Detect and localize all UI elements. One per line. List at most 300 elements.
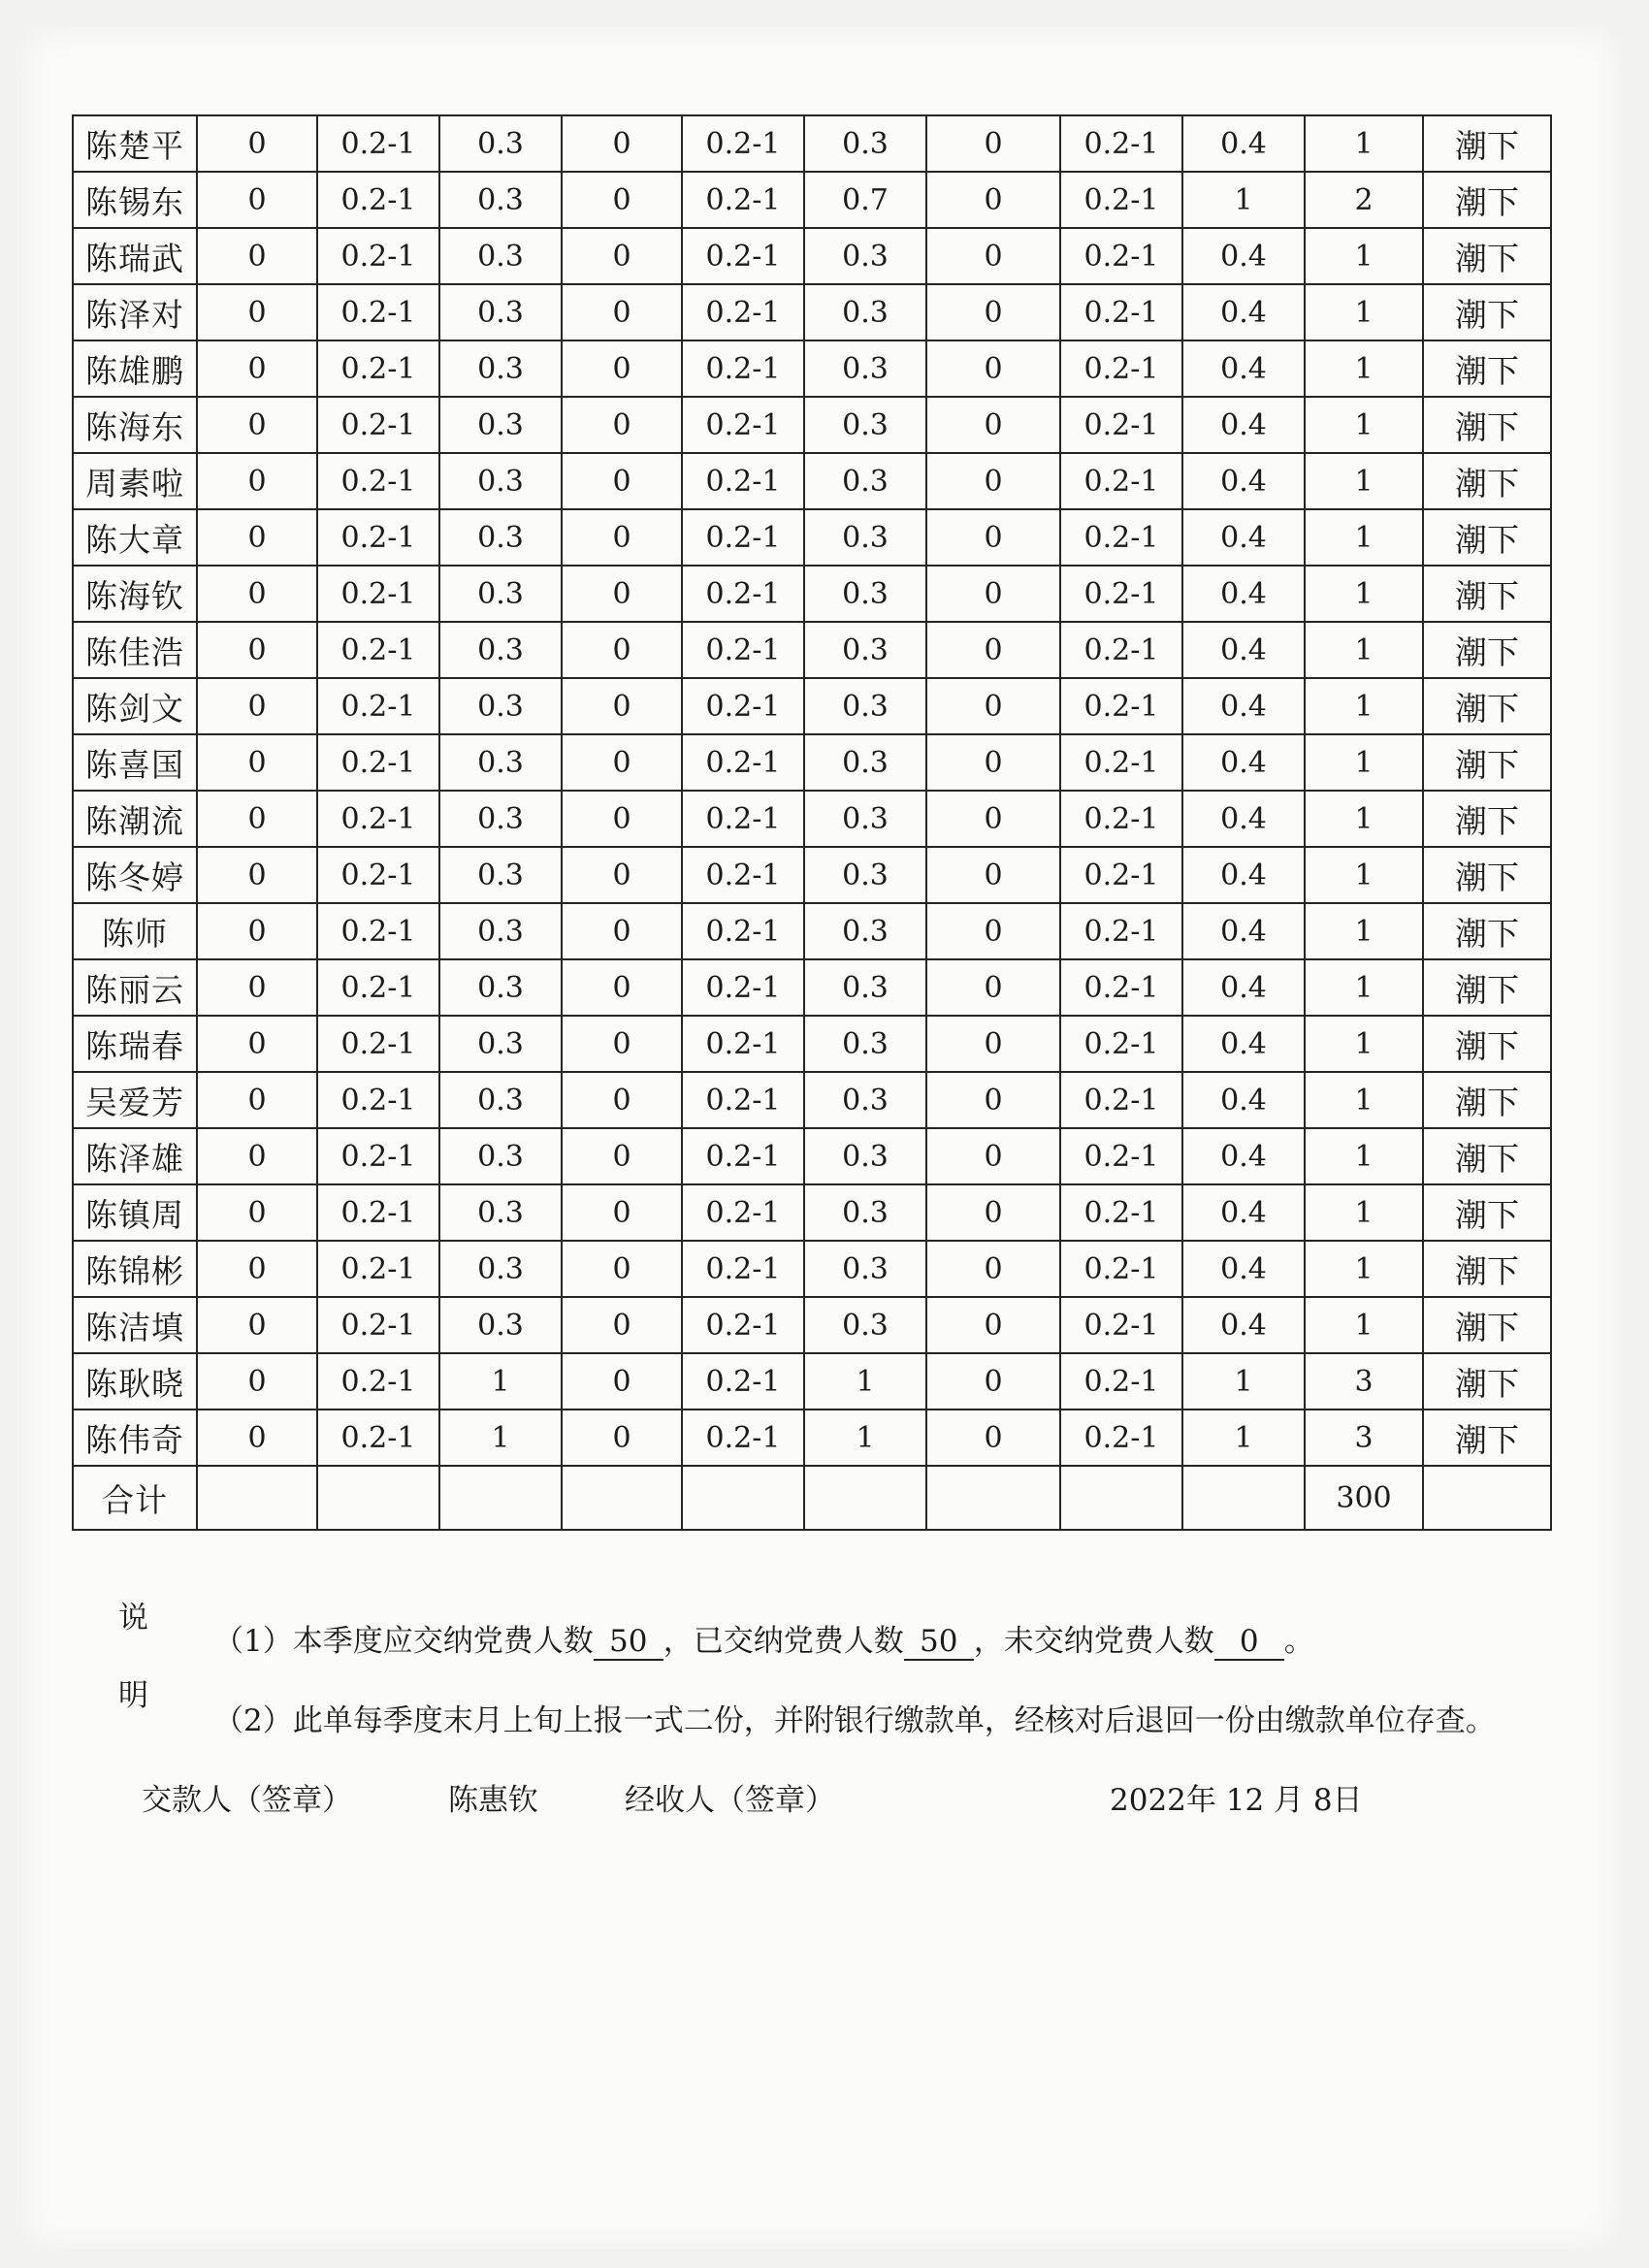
member-name-cell: 陈海钦	[73, 566, 197, 622]
fee-value-cell: 0.2-1	[1060, 1072, 1182, 1128]
fee-value-cell: 0.2-1	[1060, 622, 1182, 678]
table-row	[73, 172, 1551, 228]
fee-value-cell: 0.2-1	[317, 115, 439, 172]
fee-value-cell: 0.3	[804, 284, 926, 340]
fee-value-cell: 0	[926, 1184, 1060, 1241]
fee-value-cell: 1	[439, 1353, 562, 1409]
fee-value-cell: 0	[926, 1297, 1060, 1353]
fee-value-cell: 0.4	[1182, 1128, 1305, 1184]
fee-value-cell: 0	[926, 959, 1060, 1016]
fee-value-cell: 0.2-1	[1060, 566, 1182, 622]
table-row	[73, 1128, 1551, 1184]
fee-value-cell: 0.4	[1182, 453, 1305, 509]
fee-value-cell: 0.4	[1182, 847, 1305, 903]
fee-value-cell: 0	[562, 115, 682, 172]
fee-value-cell: 0	[926, 397, 1060, 453]
fee-value-cell: 0.2-1	[317, 1297, 439, 1353]
receiver-label: 经收人（签章）	[625, 1783, 835, 1818]
fee-value-cell: 1	[1305, 678, 1423, 734]
fee-value-cell: 0.4	[1182, 566, 1305, 622]
note-line-2: （2）此单每季度末月上旬上报一式二份，并附银行缴款单，经核对后退回一份由缴款单位存查。	[213, 1703, 1496, 1738]
fee-value-cell: 0	[926, 172, 1060, 228]
fee-value-cell: 0	[197, 1184, 317, 1241]
fee-value-cell: 0.3	[804, 1241, 926, 1297]
table-row	[73, 1409, 1551, 1466]
fee-value-cell: 0.2-1	[1060, 1016, 1182, 1072]
fee-value-cell: 1	[1305, 1184, 1423, 1241]
fee-value-cell: 0.2-1	[682, 1297, 804, 1353]
fee-value-cell: 0.3	[439, 509, 562, 566]
fee-value-cell: 0.4	[1182, 115, 1305, 172]
remark-cell: 潮下	[1423, 1016, 1551, 1072]
remark-cell: 潮下	[1423, 1409, 1551, 1466]
total-row	[73, 1466, 1551, 1530]
member-name-cell: 陈佳浩	[73, 622, 197, 678]
fee-value-cell: 0.3	[804, 847, 926, 903]
fee-value-cell: 1	[1305, 903, 1423, 959]
fee-value-cell: 0	[197, 622, 317, 678]
fee-value-cell: 0	[926, 1128, 1060, 1184]
fee-value-cell: 0	[562, 340, 682, 397]
table-row	[73, 453, 1551, 509]
fee-value-cell: 0	[562, 1016, 682, 1072]
fee-value-cell: 1	[1305, 1016, 1423, 1072]
fee-value-cell: 0	[926, 1016, 1060, 1072]
fee-value-cell: 0.2-1	[317, 959, 439, 1016]
fee-value-cell: 0	[562, 903, 682, 959]
fee-value-cell: 0.2-1	[317, 1409, 439, 1466]
fee-value-cell: 0.4	[1182, 903, 1305, 959]
table-row	[73, 228, 1551, 284]
fee-value-cell: 0	[197, 1016, 317, 1072]
remark-cell: 潮下	[1423, 734, 1551, 791]
fee-value-cell: 0.2-1	[682, 1184, 804, 1241]
fee-value-cell: 0.4	[1182, 791, 1305, 847]
remark-cell: 潮下	[1423, 622, 1551, 678]
fee-value-cell: 0.2-1	[1060, 115, 1182, 172]
fee-value-cell: 0.4	[1182, 734, 1305, 791]
fee-value-cell: 0.3	[439, 1072, 562, 1128]
fee-value-cell: 0.2-1	[1060, 397, 1182, 453]
fee-value-cell: 0.2-1	[317, 453, 439, 509]
member-name-cell: 陈楚平	[73, 115, 197, 172]
fee-value-cell: 0.3	[804, 791, 926, 847]
fee-value-cell: 0	[197, 903, 317, 959]
fee-value-cell: 0.2-1	[682, 678, 804, 734]
fee-value-cell: 0	[926, 847, 1060, 903]
fee-value-cell: 0.3	[439, 1241, 562, 1297]
table-row	[73, 959, 1551, 1016]
fee-value-cell: 0.2-1	[317, 509, 439, 566]
fee-value-cell: 0.2-1	[682, 566, 804, 622]
fee-value-cell: 0	[197, 1072, 317, 1128]
fee-value-cell: 1	[1305, 1128, 1423, 1184]
fee-value-cell: 0.3	[804, 340, 926, 397]
fee-value-cell: 0	[562, 1184, 682, 1241]
fee-value-cell: 0	[926, 1353, 1060, 1409]
fee-value-cell: 0.3	[804, 959, 926, 1016]
fee-value-cell: 0	[926, 340, 1060, 397]
fee-value-cell: 0.3	[439, 1128, 562, 1184]
fee-value-cell: 0.7	[804, 172, 926, 228]
fee-value-cell: 0.2-1	[1060, 678, 1182, 734]
fee-value-cell: 1	[1305, 284, 1423, 340]
fee-value-cell: 0.3	[439, 453, 562, 509]
fee-value-cell: 0.2-1	[682, 172, 804, 228]
remark-cell: 潮下	[1423, 1184, 1551, 1241]
fee-value-cell: 0	[926, 566, 1060, 622]
fee-value-cell: 0.3	[439, 1297, 562, 1353]
fee-value-cell: 0	[562, 847, 682, 903]
fee-value-cell: 0	[197, 847, 317, 903]
fee-value-cell: 0	[562, 1409, 682, 1466]
fee-value-cell: 0.3	[439, 791, 562, 847]
table-row	[73, 847, 1551, 903]
fee-value-cell: 0.2-1	[317, 903, 439, 959]
fee-value-cell: 0.4	[1182, 959, 1305, 1016]
fee-value-cell: 0.2-1	[682, 903, 804, 959]
fee-value-cell: 1	[1305, 959, 1423, 1016]
table-row	[73, 509, 1551, 566]
remark-cell: 潮下	[1423, 453, 1551, 509]
fee-value-cell: 0	[197, 566, 317, 622]
fee-value-cell: 0	[926, 791, 1060, 847]
table-row	[73, 1016, 1551, 1072]
member-name-cell: 陈耿晓	[73, 1353, 197, 1409]
fee-value-cell: 0.2-1	[1060, 734, 1182, 791]
fee-value-cell: 0.3	[439, 566, 562, 622]
fee-value-cell: 0.2-1	[1060, 1297, 1182, 1353]
fee-value-cell: 0.4	[1182, 509, 1305, 566]
fee-value-cell: 1	[1305, 1241, 1423, 1297]
fee-value-cell: 0	[562, 622, 682, 678]
member-name-cell: 陈丽云	[73, 959, 197, 1016]
fee-value-cell: 0	[562, 1353, 682, 1409]
fee-value-cell: 0	[562, 228, 682, 284]
fee-value-cell: 0.3	[439, 622, 562, 678]
note-1-prefix: （1）本季度应交纳党费人数	[213, 1624, 594, 1659]
fee-value-cell: 0.3	[804, 1184, 926, 1241]
remark-cell: 潮下	[1423, 847, 1551, 903]
total-label: 合计	[73, 1466, 197, 1530]
fee-value-cell: 0	[197, 172, 317, 228]
fee-value-cell: 0	[562, 566, 682, 622]
fee-value-cell: 0.2-1	[1060, 1241, 1182, 1297]
fee-value-cell: 0.2-1	[317, 622, 439, 678]
fee-value-cell: 0.4	[1182, 1072, 1305, 1128]
fee-value-cell: 1	[1182, 1353, 1305, 1409]
fee-value-cell: 0.2-1	[1060, 284, 1182, 340]
remark-cell: 潮下	[1423, 1353, 1551, 1409]
fee-value-cell: 0	[197, 453, 317, 509]
fee-value-cell: 0.2-1	[317, 1016, 439, 1072]
fee-value-cell: 0.3	[439, 903, 562, 959]
fee-value-cell: 0.3	[439, 284, 562, 340]
table-row	[73, 903, 1551, 959]
fee-value-cell: 0	[562, 734, 682, 791]
fee-value-cell: 0.2-1	[317, 734, 439, 791]
fee-value-cell: 3	[1305, 1409, 1423, 1466]
table-row	[73, 1184, 1551, 1241]
fee-value-cell: 0	[562, 1072, 682, 1128]
fee-value-cell: 0.3	[804, 1016, 926, 1072]
remark-cell: 潮下	[1423, 1297, 1551, 1353]
fee-value-cell: 1	[1305, 847, 1423, 903]
fee-value-cell: 0.4	[1182, 228, 1305, 284]
fee-value-cell: 0.2-1	[1060, 1409, 1182, 1466]
fee-value-cell: 0.4	[1182, 1241, 1305, 1297]
fee-value-cell: 0	[197, 734, 317, 791]
unpaid-count: 0	[1214, 1624, 1284, 1661]
fee-value-cell: 0.2-1	[682, 1016, 804, 1072]
fee-value-cell: 0	[197, 791, 317, 847]
fee-value-cell: 0.2-1	[317, 397, 439, 453]
total-empty-cell	[1182, 1466, 1305, 1530]
table-row	[73, 1297, 1551, 1353]
fee-value-cell: 0.2-1	[317, 566, 439, 622]
fee-value-cell: 0	[197, 340, 317, 397]
remark-cell: 潮下	[1423, 566, 1551, 622]
total-empty-cell	[439, 1466, 562, 1530]
fee-value-cell: 0.2-1	[1060, 847, 1182, 903]
member-name-cell: 陈伟奇	[73, 1409, 197, 1466]
total-empty-cell	[926, 1466, 1060, 1530]
fee-value-cell: 0.2-1	[317, 228, 439, 284]
fee-value-cell: 0	[197, 1353, 317, 1409]
remark-cell: 潮下	[1423, 340, 1551, 397]
fee-value-cell: 1	[1305, 1297, 1423, 1353]
fee-value-cell: 0.2-1	[317, 678, 439, 734]
fee-value-cell: 0	[197, 1241, 317, 1297]
fee-value-cell: 0	[197, 1409, 317, 1466]
table-row	[73, 678, 1551, 734]
fee-value-cell: 0.2-1	[682, 622, 804, 678]
party-fee-table	[72, 114, 1552, 1531]
fee-value-cell: 0.3	[804, 228, 926, 284]
member-name-cell: 周素啦	[73, 453, 197, 509]
fee-value-cell: 1	[1305, 340, 1423, 397]
total-empty-cell	[197, 1466, 317, 1530]
fee-value-cell: 1	[1182, 1409, 1305, 1466]
notes-label-top: 说	[118, 1601, 148, 1636]
table-row	[73, 1241, 1551, 1297]
total-empty-cell	[1060, 1466, 1182, 1530]
fee-value-cell: 0	[197, 1297, 317, 1353]
fee-value-cell: 1	[1305, 1072, 1423, 1128]
member-name-cell: 陈海东	[73, 397, 197, 453]
fee-value-cell: 0.2-1	[317, 1241, 439, 1297]
remark-cell: 潮下	[1423, 509, 1551, 566]
fee-value-cell: 1	[1305, 791, 1423, 847]
fee-value-cell: 0.4	[1182, 340, 1305, 397]
fee-value-cell: 0	[197, 678, 317, 734]
fee-value-cell: 0.2-1	[1060, 903, 1182, 959]
fee-value-cell: 1	[1305, 397, 1423, 453]
fee-value-cell: 0.2-1	[317, 284, 439, 340]
fee-value-cell: 0	[562, 397, 682, 453]
fee-value-cell: 0.3	[439, 340, 562, 397]
fee-value-cell: 0.3	[804, 1072, 926, 1128]
fee-value-cell: 0.2-1	[1060, 340, 1182, 397]
fee-value-cell: 0.3	[804, 566, 926, 622]
remark-cell: 潮下	[1423, 1241, 1551, 1297]
fee-value-cell: 3	[1305, 1353, 1423, 1409]
fee-value-cell: 0.2-1	[682, 847, 804, 903]
fee-value-cell: 1	[1305, 509, 1423, 566]
remark-cell: 潮下	[1423, 397, 1551, 453]
fee-value-cell: 0.4	[1182, 678, 1305, 734]
fee-value-cell: 0.3	[439, 734, 562, 791]
fee-value-cell: 0	[926, 1241, 1060, 1297]
total-amount: 300	[1305, 1466, 1423, 1530]
member-name-cell: 陈泽雄	[73, 1128, 197, 1184]
total-empty-cell	[317, 1466, 439, 1530]
fee-value-cell: 1	[1305, 228, 1423, 284]
fee-value-cell: 0.2-1	[682, 1241, 804, 1297]
fee-value-cell: 0.2-1	[682, 340, 804, 397]
fee-value-cell: 0.2-1	[1060, 959, 1182, 1016]
fee-value-cell: 0	[926, 734, 1060, 791]
fee-value-cell: 0.2-1	[1060, 453, 1182, 509]
remark-cell: 潮下	[1423, 228, 1551, 284]
note-1-end: 。	[1283, 1624, 1314, 1659]
member-name-cell: 陈潮流	[73, 791, 197, 847]
remark-cell: 潮下	[1423, 115, 1551, 172]
fee-value-cell: 0.4	[1182, 1184, 1305, 1241]
table-row	[73, 791, 1551, 847]
due-count: 50	[594, 1624, 663, 1661]
fee-value-cell: 0.2-1	[317, 1353, 439, 1409]
fee-value-cell: 0.2-1	[317, 847, 439, 903]
remark-cell: 潮下	[1423, 678, 1551, 734]
member-name-cell: 陈冬婷	[73, 847, 197, 903]
payer-label: 交款人（签章）	[142, 1783, 352, 1818]
fee-value-cell: 0.2-1	[1060, 791, 1182, 847]
fee-value-cell: 0.2-1	[682, 284, 804, 340]
total-empty-cell	[1423, 1466, 1551, 1530]
fee-value-cell: 0.4	[1182, 622, 1305, 678]
fee-value-cell: 0	[562, 1128, 682, 1184]
fee-value-cell: 0.2-1	[682, 1072, 804, 1128]
fee-value-cell: 0	[926, 509, 1060, 566]
fee-value-cell: 1	[1305, 566, 1423, 622]
member-name-cell: 陈锦彬	[73, 1241, 197, 1297]
fee-value-cell: 0.3	[804, 1297, 926, 1353]
fee-value-cell: 0.2-1	[1060, 172, 1182, 228]
fee-value-cell: 1	[1305, 115, 1423, 172]
member-name-cell: 陈瑞春	[73, 1016, 197, 1072]
note-1-mid2: ，未交纳党费人数	[973, 1624, 1214, 1659]
fee-value-cell: 0	[197, 397, 317, 453]
member-name-cell: 陈洁填	[73, 1297, 197, 1353]
table-row	[73, 340, 1551, 397]
remark-cell: 潮下	[1423, 284, 1551, 340]
fee-value-cell: 0	[197, 1128, 317, 1184]
note-1-mid: ，已交纳党费人数	[663, 1624, 904, 1659]
fee-value-cell: 0.2-1	[1060, 509, 1182, 566]
fee-value-cell: 0.2-1	[682, 115, 804, 172]
fee-value-cell: 0	[926, 228, 1060, 284]
fee-value-cell: 0	[926, 453, 1060, 509]
fee-value-cell: 0	[926, 622, 1060, 678]
fee-value-cell: 0	[197, 228, 317, 284]
total-empty-cell	[682, 1466, 804, 1530]
fee-value-cell: 0	[926, 284, 1060, 340]
fee-value-cell: 0	[926, 1072, 1060, 1128]
member-name-cell: 陈瑞武	[73, 228, 197, 284]
total-empty-cell	[804, 1466, 926, 1530]
fee-value-cell: 0.4	[1182, 397, 1305, 453]
fee-value-cell: 0	[926, 1409, 1060, 1466]
member-name-cell: 陈剑文	[73, 678, 197, 734]
fee-value-cell: 0.2-1	[682, 509, 804, 566]
fee-value-cell: 0	[562, 509, 682, 566]
fee-value-cell: 0.3	[439, 228, 562, 284]
payer-name: 陈惠钦	[448, 1783, 538, 1818]
fee-value-cell: 0.3	[804, 1128, 926, 1184]
fee-value-cell: 0	[562, 678, 682, 734]
fee-value-cell: 0.3	[804, 903, 926, 959]
fee-value-cell: 0	[562, 284, 682, 340]
fee-value-cell: 0.3	[439, 1016, 562, 1072]
fee-value-cell: 0.2-1	[682, 1353, 804, 1409]
remark-cell: 潮下	[1423, 1128, 1551, 1184]
fee-value-cell: 2	[1305, 172, 1423, 228]
fee-value-cell: 0.3	[439, 847, 562, 903]
fee-value-cell: 0.2-1	[317, 1184, 439, 1241]
member-name-cell: 陈泽对	[73, 284, 197, 340]
member-name-cell: 陈喜国	[73, 734, 197, 791]
fee-value-cell: 0.2-1	[682, 1409, 804, 1466]
fee-value-cell: 0.3	[804, 397, 926, 453]
fee-value-cell: 1	[1305, 734, 1423, 791]
fee-value-cell: 1	[804, 1353, 926, 1409]
fee-value-cell: 0	[197, 115, 317, 172]
member-name-cell: 吴爱芳	[73, 1072, 197, 1128]
fee-value-cell: 0	[562, 959, 682, 1016]
fee-value-cell: 0.2-1	[317, 340, 439, 397]
report-date: 2022年 12 月 8日	[1110, 1783, 1363, 1818]
table-row	[73, 1072, 1551, 1128]
fee-value-cell: 0.2-1	[317, 1072, 439, 1128]
fee-value-cell: 0.2-1	[1060, 1353, 1182, 1409]
fee-value-cell: 0.3	[439, 678, 562, 734]
fee-value-cell: 0	[562, 453, 682, 509]
fee-value-cell: 0.2-1	[317, 1128, 439, 1184]
fee-value-cell: 0.2-1	[1060, 1184, 1182, 1241]
fee-value-cell: 1	[439, 1409, 562, 1466]
fee-value-cell: 0.3	[804, 678, 926, 734]
fee-value-cell: 0.2-1	[682, 791, 804, 847]
table-row	[73, 734, 1551, 791]
fee-value-cell: 0.2-1	[682, 397, 804, 453]
remark-cell: 潮下	[1423, 791, 1551, 847]
fee-value-cell: 0	[926, 115, 1060, 172]
table-row	[73, 397, 1551, 453]
fee-value-cell: 0.2-1	[682, 1128, 804, 1184]
fee-value-cell: 0.2-1	[682, 959, 804, 1016]
fee-value-cell: 0.3	[804, 734, 926, 791]
fee-value-cell: 0	[562, 1241, 682, 1297]
fee-value-cell: 0.3	[439, 172, 562, 228]
fee-value-cell: 0	[926, 678, 1060, 734]
fee-value-cell: 0	[562, 1297, 682, 1353]
fee-value-cell: 0	[562, 791, 682, 847]
total-empty-cell	[562, 1466, 682, 1530]
fee-value-cell: 0	[197, 959, 317, 1016]
fee-value-cell: 0.2-1	[682, 734, 804, 791]
fee-value-cell: 1	[1182, 172, 1305, 228]
